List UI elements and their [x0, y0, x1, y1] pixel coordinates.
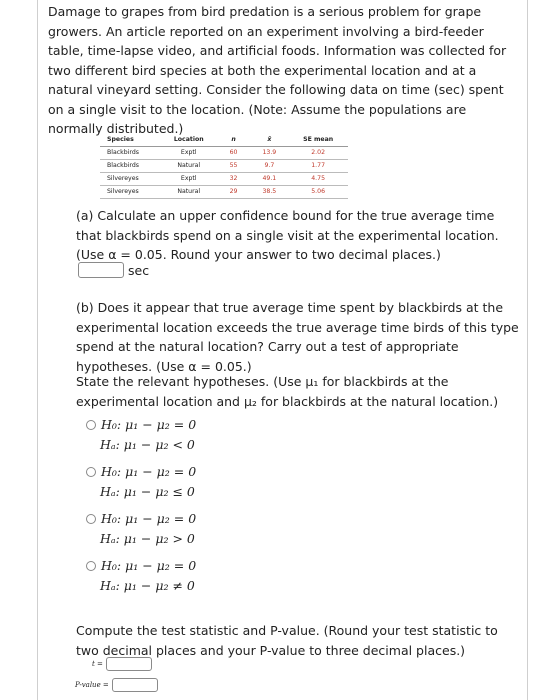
cell-xbar: 9.7 — [250, 160, 288, 173]
cell-se-mean: 1.77 — [288, 160, 348, 173]
compute-prompt: Compute the test statistic and P-value. (Round your test statistic to two decimal places and your P-value to three decimal places.) — [76, 623, 498, 658]
cell-xbar: 49.1 — [250, 173, 288, 186]
problem-intro: Damage to grapes from bird predation is a serious problem for grape growers. An article reported on an experiment involving a bird-feeder table, time-lapse video, and artificial foods. Information was collected for two different bird species at both the experimental location and at a natural vineyard setting. Consider the following data on time (sec) spent on a single visit to the location. (Note: Assume the populations are normally distributed.) — [48, 4, 507, 136]
upper-bound-input-box[interactable] — [78, 262, 124, 278]
cell-xbar: 13.9 — [250, 147, 288, 160]
hypothesis-option-2[interactable] — [86, 462, 196, 502]
cell-location: Exptl — [161, 147, 217, 160]
cell-species: Silvereyes — [100, 173, 161, 186]
alternative-hypothesis: Hₐ: μ₁ − μ₂ ≤ 0 — [100, 484, 195, 499]
header-n: n — [217, 134, 251, 147]
null-hypothesis: H₀: μ₁ − μ₂ = 0 — [101, 464, 197, 479]
part-a-answer-row — [78, 262, 149, 278]
cell-xbar: 38.5 — [250, 186, 288, 199]
test-statistic-row — [92, 657, 152, 671]
cell-species: Blackbirds — [100, 160, 161, 173]
null-hypothesis: H₀: μ₁ − μ₂ = 0 — [101, 511, 197, 526]
hypothesis-option-4[interactable] — [86, 556, 196, 596]
header-species: Species — [100, 134, 161, 147]
cell-species: Blackbirds — [100, 147, 161, 160]
bird-data-table — [100, 134, 348, 199]
header-se-mean: SE mean — [288, 134, 348, 147]
cell-species: Silvereyes — [100, 186, 161, 199]
p-value-row — [75, 678, 158, 692]
cell-location: Exptl — [161, 173, 217, 186]
cell-location: Natural — [161, 186, 217, 199]
p-value-input[interactable] — [113, 679, 157, 691]
hypothesis-option-1[interactable] — [86, 415, 196, 455]
cell-n: 55 — [217, 160, 251, 173]
table-row — [100, 173, 348, 186]
cell-se-mean: 4.75 — [288, 173, 348, 186]
null-hypothesis: H₀: μ₁ − μ₂ = 0 — [101, 417, 197, 432]
p-value-label: P-value = — [75, 681, 109, 689]
alternative-hypothesis: Hₐ: μ₁ − μ₂ > 0 — [100, 531, 195, 546]
header-location: Location — [161, 134, 217, 147]
alternative-hypothesis: Hₐ: μ₁ − μ₂ < 0 — [100, 437, 195, 452]
radio-button[interactable] — [86, 514, 96, 524]
part-a-question: (a) Calculate an upper confidence bound for the true average time that blackbirds spend on a single visit at the experimental location. (Use α = 0.05. Round your answer to two decimal places.) — [76, 208, 499, 262]
radio-button[interactable] — [86, 420, 96, 430]
hypothesis-option-3[interactable] — [86, 509, 196, 549]
table-row — [100, 186, 348, 199]
hypotheses-prompt: State the relevant hypotheses. (Use μ₁ for blackbirds at the experimental location and μ₂ for blackbirds at the natural location.) — [76, 374, 499, 409]
unit-label: sec — [128, 262, 150, 278]
test-statistic-input[interactable] — [107, 658, 151, 670]
cell-n: 32 — [217, 173, 251, 186]
cell-n: 60 — [217, 147, 251, 160]
radio-button[interactable] — [86, 467, 96, 477]
cell-se-mean: 2.02 — [288, 147, 348, 160]
cell-location: Natural — [161, 160, 217, 173]
test-statistic-input-box[interactable] — [106, 657, 152, 671]
header-xbar: x̄ — [250, 134, 288, 147]
t-label: t = — [92, 660, 103, 668]
radio-button[interactable] — [86, 561, 96, 571]
part-b-question: (b) Does it appear that true average time spent by blackbirds at the experimental location exceeds the true average time birds of this type spend at the natural location? Carry out a test of appropriate hypotheses. (Use α = 0.05.) — [76, 300, 519, 374]
upper-bound-input[interactable] — [79, 265, 123, 279]
p-value-input-box[interactable] — [112, 678, 158, 692]
null-hypothesis: H₀: μ₁ − μ₂ = 0 — [101, 558, 197, 573]
table-row — [100, 147, 348, 160]
alternative-hypothesis: Hₐ: μ₁ − μ₂ ≠ 0 — [100, 578, 195, 593]
cell-n: 29 — [217, 186, 251, 199]
cell-se-mean: 5.06 — [288, 186, 348, 199]
table-row — [100, 160, 348, 173]
